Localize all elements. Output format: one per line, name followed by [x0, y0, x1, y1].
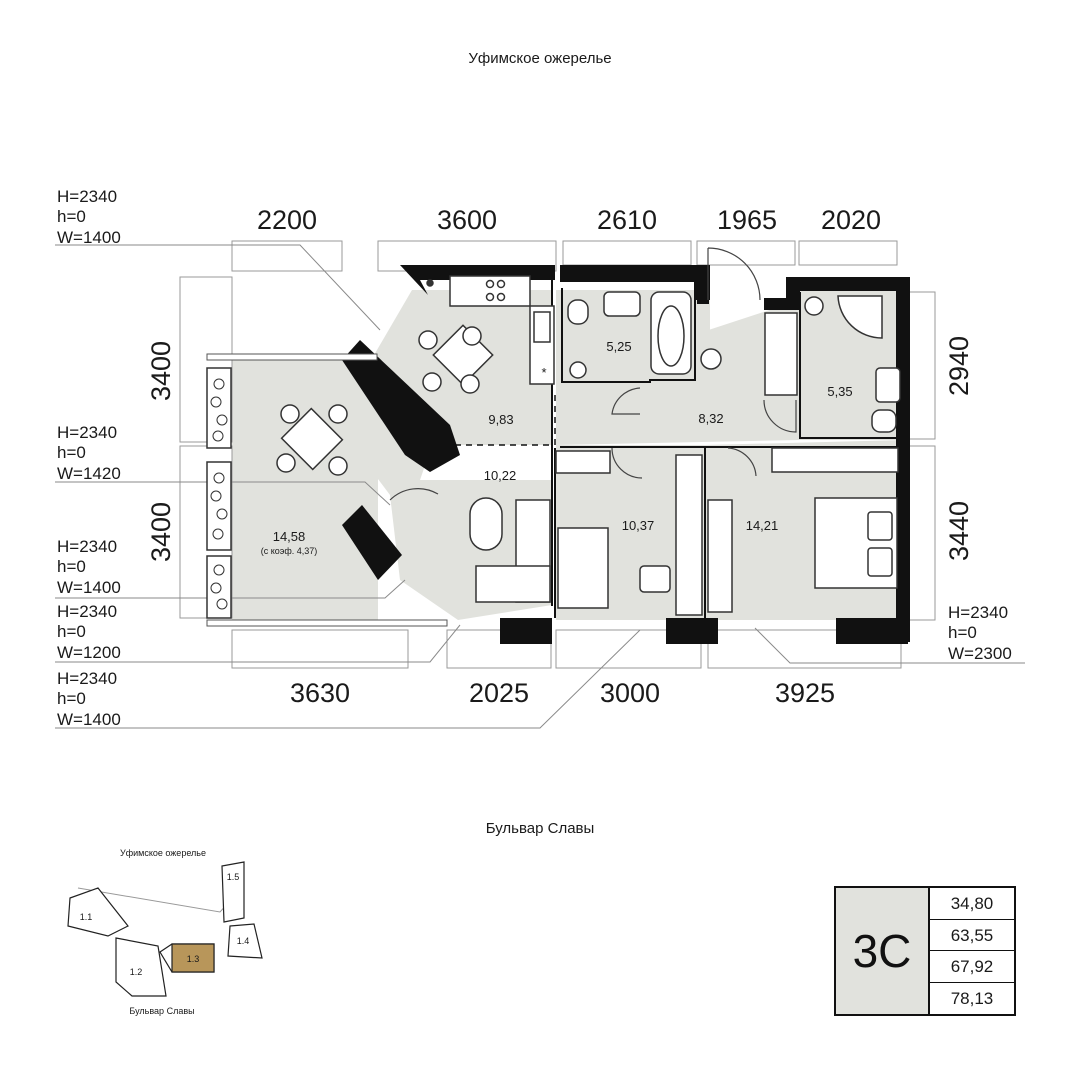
- wardrobe-hall: [765, 313, 797, 395]
- window-spec-2: [57, 423, 121, 483]
- toilet: [568, 300, 588, 324]
- fridge-mark: *: [541, 365, 547, 380]
- dimensions-right: [944, 336, 974, 561]
- dim-top-1: 2200: [256, 205, 318, 235]
- room-area-bedroom-1: 10,37: [621, 518, 655, 533]
- svg-text:H=2340: H=2340: [57, 423, 118, 442]
- window-spec-1: [57, 187, 121, 247]
- svg-text:W=1400: W=1400: [57, 578, 121, 597]
- washbasin-2: [876, 368, 900, 402]
- svg-text:h=0: h=0: [948, 623, 977, 642]
- apartment-type: 3С: [836, 888, 930, 1014]
- sink-icon: [534, 312, 550, 342]
- room-area-bedroom-2: 14,21: [745, 518, 779, 533]
- section-label-1-2: 1.2: [129, 967, 143, 977]
- dim-bottom-2: 2025: [468, 678, 530, 708]
- wardrobe-bedroom2-side: [708, 500, 732, 612]
- bed-1: [558, 528, 608, 608]
- svg-text:H=2340: H=2340: [57, 187, 118, 206]
- dim-top-5: 2020: [820, 205, 882, 235]
- dim-top-4: 1965: [716, 205, 778, 235]
- svg-text:W=1200: W=1200: [57, 643, 121, 662]
- dim-left-2: 3400: [146, 501, 176, 563]
- dimensions-left: [146, 341, 176, 562]
- key-plan-street-top: Уфимское ожерелье: [120, 848, 206, 858]
- wardrobe-bedroom1: [556, 451, 610, 473]
- dim-bottom-4: 3925: [774, 678, 836, 708]
- entrance-door: [708, 248, 760, 300]
- svg-text:W=1420: W=1420: [57, 464, 121, 483]
- dim-right-1: 2940: [944, 335, 974, 397]
- dimensions-top: [257, 205, 881, 235]
- area-value-1: 34,80: [930, 888, 1014, 920]
- room-area-hall: 8,32: [698, 411, 724, 426]
- toilet-2: [872, 410, 896, 432]
- area-value-2: 63,55: [930, 920, 1014, 952]
- section-label-1-3: 1.3: [186, 954, 200, 964]
- street-label-top: Уфимское ожерелье: [468, 50, 612, 67]
- dimensions-bottom: [290, 678, 835, 708]
- window-spec-3: [57, 537, 121, 597]
- svg-text:W=1400: W=1400: [57, 710, 121, 729]
- svg-text:H=2340: H=2340: [57, 669, 118, 688]
- room-area-bathroom-2: 5,35: [827, 384, 853, 399]
- section-label-1-1: 1.1: [79, 912, 93, 922]
- svg-text:h=0: h=0: [57, 689, 86, 708]
- room-area-loggia-note: (с коэф. 4,37): [260, 546, 318, 556]
- window-spec-5: [57, 669, 121, 729]
- dim-right-2: 3440: [944, 500, 974, 562]
- dim-top-3: 2610: [596, 205, 658, 235]
- dim-bottom-1: 3630: [289, 678, 351, 708]
- planter-1: [207, 368, 231, 448]
- svg-text:h=0: h=0: [57, 443, 86, 462]
- section-1-5: [222, 862, 244, 922]
- apartment-areas: [930, 888, 1014, 1014]
- section-label-1-5: 1.5: [226, 872, 240, 882]
- chair-1: [640, 566, 670, 592]
- boiler-icon: [570, 362, 586, 378]
- dim-left-1: 3400: [146, 340, 176, 402]
- coffee-table: [470, 498, 502, 550]
- room-area-bathroom-1: 5,25: [606, 339, 632, 354]
- section-label-1-4: 1.4: [236, 936, 250, 946]
- window-spec-4: [57, 602, 121, 662]
- washbasin: [604, 292, 640, 316]
- svg-text:h=0: h=0: [57, 557, 86, 576]
- area-value-4: 78,13: [950, 988, 994, 1008]
- svg-text:H=2340: H=2340: [57, 602, 118, 621]
- dim-top-2: 3600: [436, 205, 498, 235]
- dim-bottom-3: 3000: [599, 678, 661, 708]
- bedroom-2-fixtures: [815, 498, 897, 588]
- street-label-bottom: Бульвар Славы: [485, 820, 595, 837]
- svg-text:H=2340: H=2340: [57, 537, 118, 556]
- svg-text:h=0: h=0: [57, 207, 86, 226]
- planter-2: [207, 462, 231, 550]
- boiler-icon-2: [805, 297, 823, 315]
- window-spec-6: [948, 603, 1012, 663]
- key-plan-street-bottom: Бульвар Славы: [129, 1006, 195, 1016]
- key-plan: [68, 848, 262, 1016]
- apartment-badge: [834, 886, 1016, 1016]
- svg-text:H=2340: H=2340: [948, 603, 1009, 622]
- room-area-living: 10,22: [483, 468, 517, 483]
- svg-text:W=1400: W=1400: [57, 228, 121, 247]
- area-value-3: 67,92: [930, 951, 1014, 983]
- svg-text:W=2300: W=2300: [948, 644, 1012, 663]
- svg-text:h=0: h=0: [57, 622, 86, 641]
- drain-icon: [701, 349, 721, 369]
- wardrobe-bedroom1-side: [676, 455, 702, 615]
- wardrobe-bedroom2: [772, 448, 898, 472]
- sofa-corner: [476, 566, 550, 602]
- room-area-loggia: 14,58: [272, 529, 306, 544]
- room-area-kitchen: 9,83: [488, 412, 514, 427]
